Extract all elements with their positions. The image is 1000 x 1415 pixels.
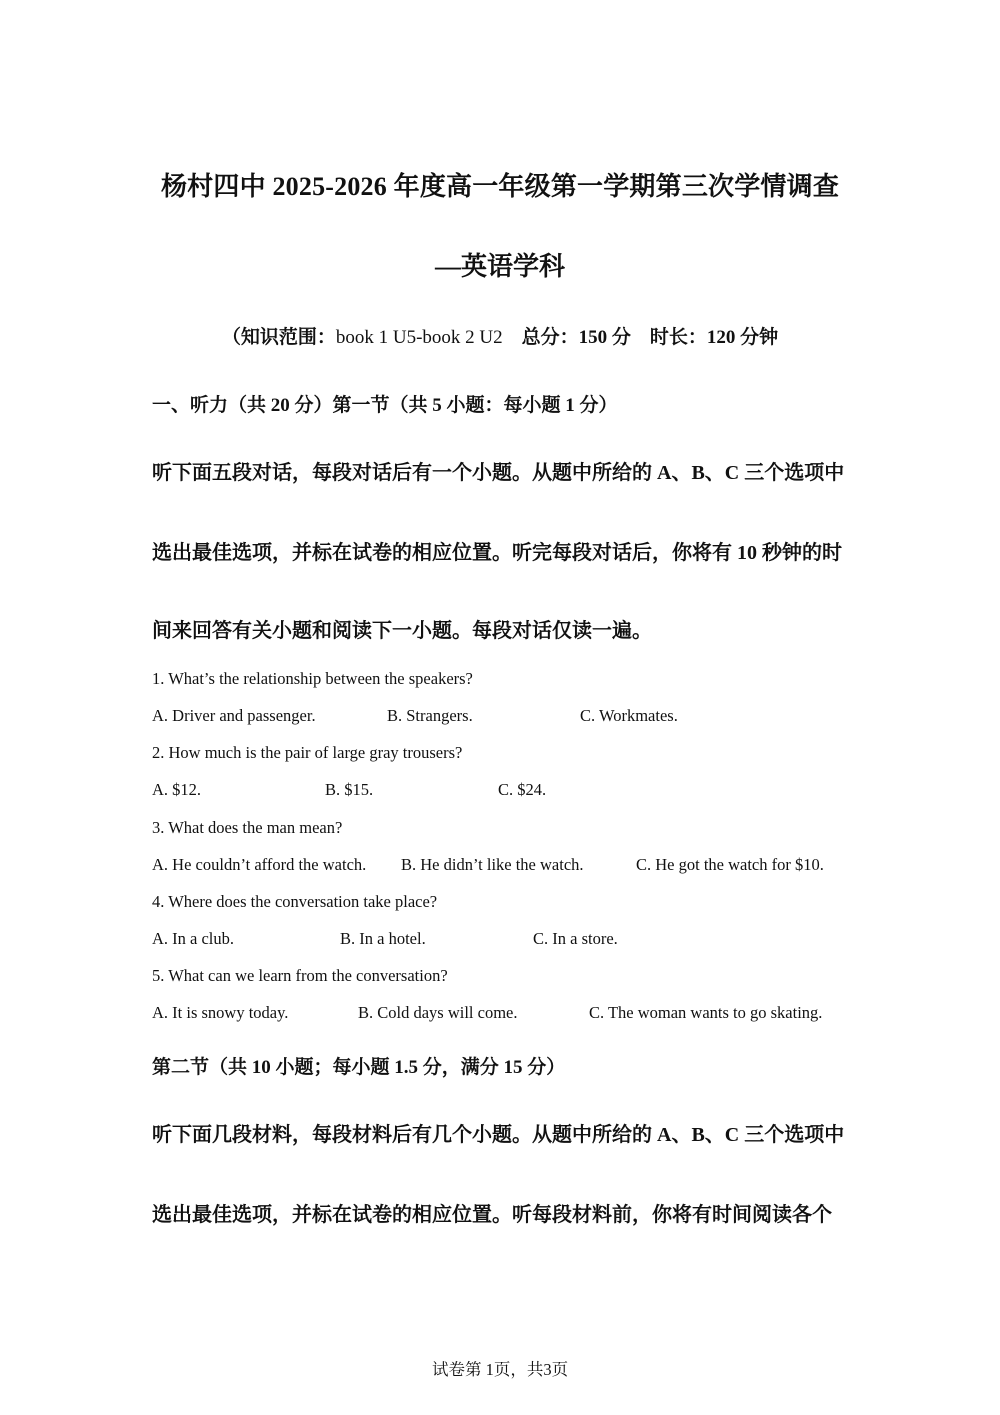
option-c: C. He got the watch for $10. bbox=[636, 855, 824, 874]
question-stem: 5. What can we learn from the conversation? bbox=[152, 966, 448, 985]
instruction-line: 听下面五段对话，每段对话后有一个小题。从题中所给的 A、B、C 三个选项中 bbox=[152, 462, 845, 484]
scope-range: book 1 U5-book 2 U2 bbox=[335, 327, 503, 348]
option-a: A. Driver and passenger. bbox=[152, 706, 316, 725]
question-stem: 2. How much is the pair of large gray trousers? bbox=[152, 743, 463, 762]
instruction-line: 听下面几段材料，每段材料后有几个小题。从题中所给的 A、B、C 三个选项中 bbox=[152, 1124, 845, 1146]
exam-title: 杨村四中 2025-2026 年度高一年级第一学期第三次学情调查 bbox=[160, 172, 840, 201]
total-score: 总分：150 分 bbox=[521, 327, 631, 348]
option-c: C. The woman wants to go skating. bbox=[589, 1003, 823, 1022]
duration: 时长：120 分钟 bbox=[649, 327, 779, 348]
section-heading-part2: 第二节（共 10 小题；每小题 1.5 分，满分 15 分） bbox=[152, 1057, 566, 1078]
option-c: C. In a store. bbox=[533, 929, 618, 948]
exam-subject: —英语学科 bbox=[434, 252, 565, 281]
option-b: B. Cold days will come. bbox=[358, 1003, 518, 1022]
section-heading-part1: 一、听力（共 20 分）第一节（共 5 小题：每小题 1 分） bbox=[152, 395, 618, 416]
option-b: B. $15. bbox=[325, 780, 374, 799]
scope-label: （知识范围： bbox=[221, 327, 336, 348]
option-c: C. Workmates. bbox=[580, 706, 678, 725]
page-footer: 试卷第 1页，共3页 bbox=[431, 1360, 569, 1379]
option-a: A. $12. bbox=[152, 780, 202, 799]
question-stem: 4. Where does the conversation take place? bbox=[152, 892, 438, 911]
instruction-line: 选出最佳选项，并标在试卷的相应位置。听每段材料前，你将有时间阅读各个 bbox=[152, 1204, 832, 1226]
instruction-line: 间来回答有关小题和阅读下一小题。每段对话仅读一遍。 bbox=[152, 620, 652, 642]
question-stem: 1. What’s the relationship between the speakers? bbox=[152, 669, 473, 688]
exam-scope-line bbox=[0, 322, 1000, 349]
option-b: B. In a hotel. bbox=[340, 929, 426, 948]
instruction-line: 选出最佳选项，并标在试卷的相应位置。听完每段对话后，你将有 10 秒钟的时 bbox=[152, 542, 842, 564]
option-a: A. In a club. bbox=[152, 929, 235, 948]
option-b: B. He didn’t like the watch. bbox=[401, 855, 584, 874]
option-b: B. Strangers. bbox=[387, 706, 473, 725]
question-stem: 3. What does the man mean? bbox=[152, 818, 343, 837]
option-c: C. $24. bbox=[498, 780, 547, 799]
option-a: A. He couldn’t afford the watch. bbox=[152, 855, 367, 874]
option-a: A. It is snowy today. bbox=[152, 1003, 289, 1022]
